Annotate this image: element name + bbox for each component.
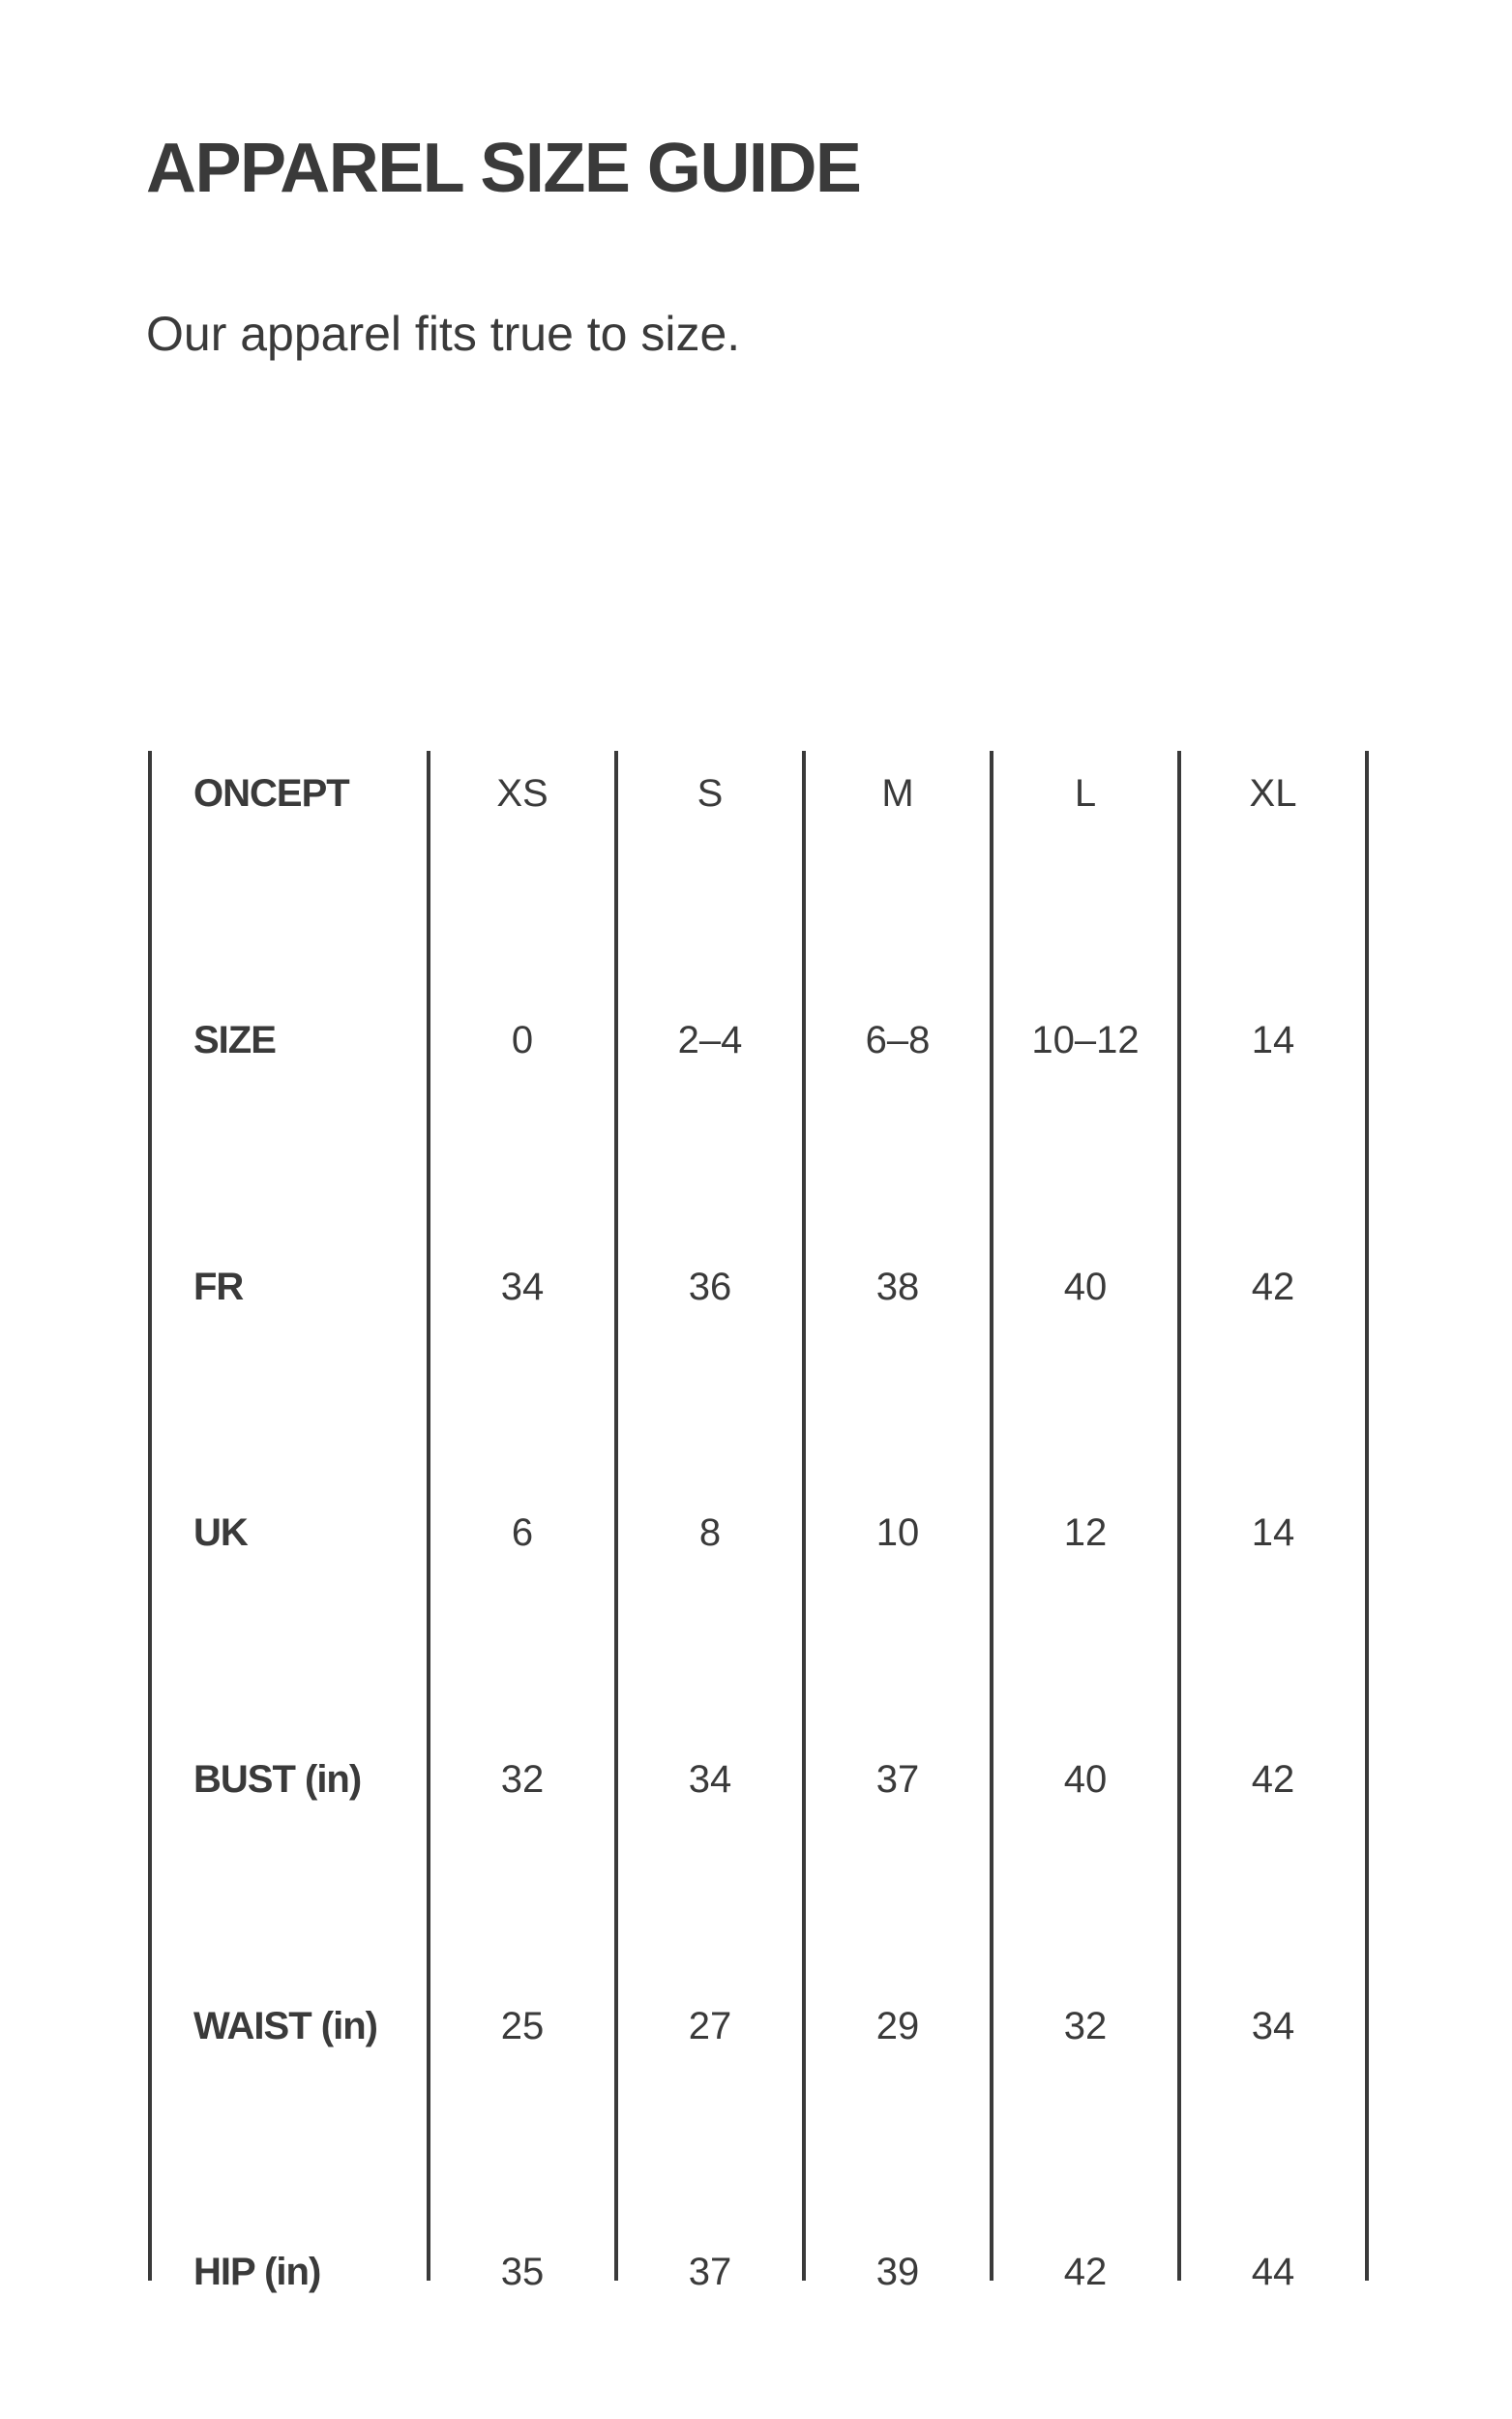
header-label-cell: ONCEPT	[193, 772, 349, 815]
size-guide-table	[148, 751, 1369, 2293]
table-cell: 40	[1063, 1758, 1108, 1801]
table-row-hip	[148, 2233, 1369, 2311]
table-cell: 36	[688, 1266, 732, 1308]
table-cell: 40	[1063, 1266, 1108, 1308]
table-cell: 44	[1251, 2251, 1295, 2293]
row-label: SIZE	[193, 1019, 276, 1061]
table-cell: 37	[875, 1758, 920, 1801]
table-row-uk	[148, 1494, 1369, 1571]
table-cell: 32	[500, 1758, 545, 1801]
table-cell: 35	[500, 2251, 545, 2293]
page-title: APPAREL SIZE GUIDE	[146, 130, 861, 207]
table-cell: 34	[688, 1758, 732, 1801]
table-cell: 34	[1251, 2005, 1295, 2047]
table-cell: 14	[1251, 1019, 1295, 1061]
page-subtitle: Our apparel fits true to size.	[146, 307, 741, 361]
table-cell: 8	[698, 1511, 722, 1554]
row-label: WAIST (in)	[193, 2005, 377, 2047]
table-cell: 38	[875, 1266, 920, 1308]
row-label: UK	[193, 1511, 248, 1554]
table-cell: 6	[511, 1511, 534, 1554]
table-cell: 10–12	[1031, 1019, 1140, 1061]
table-cell: 39	[875, 2251, 920, 2293]
table-cell: 14	[1251, 1511, 1295, 1554]
table-cell: 42	[1251, 1758, 1295, 1801]
row-label: FR	[193, 1266, 244, 1308]
table-cell: 37	[688, 2251, 732, 2293]
table-cell: 2–4	[677, 1019, 743, 1061]
table-cell: 29	[875, 2005, 920, 2047]
table-cell: 10	[875, 1511, 920, 1554]
table-cell: 27	[688, 2005, 732, 2047]
header-size-l: L	[1074, 772, 1097, 815]
table-cell: 32	[1063, 2005, 1108, 2047]
table-row-waist	[148, 1987, 1369, 2065]
header-size-xl: XL	[1249, 772, 1297, 815]
table-cell: 42	[1063, 2251, 1108, 2293]
table-cell: 25	[500, 2005, 545, 2047]
table-header-row	[148, 755, 1369, 832]
header-size-m: M	[881, 772, 914, 815]
table-row-size	[148, 1001, 1369, 1079]
row-label: HIP (in)	[193, 2251, 321, 2293]
table-cell: 12	[1063, 1511, 1108, 1554]
row-label: BUST (in)	[193, 1758, 362, 1801]
table-cell: 6–8	[865, 1019, 931, 1061]
header-size-s: S	[697, 772, 724, 815]
table-row-bust	[148, 1741, 1369, 1818]
table-cell: 0	[511, 1019, 534, 1061]
table-row-fr	[148, 1248, 1369, 1326]
table-cell: 42	[1251, 1266, 1295, 1308]
table-cell: 34	[500, 1266, 545, 1308]
header-size-xs: XS	[496, 772, 548, 815]
